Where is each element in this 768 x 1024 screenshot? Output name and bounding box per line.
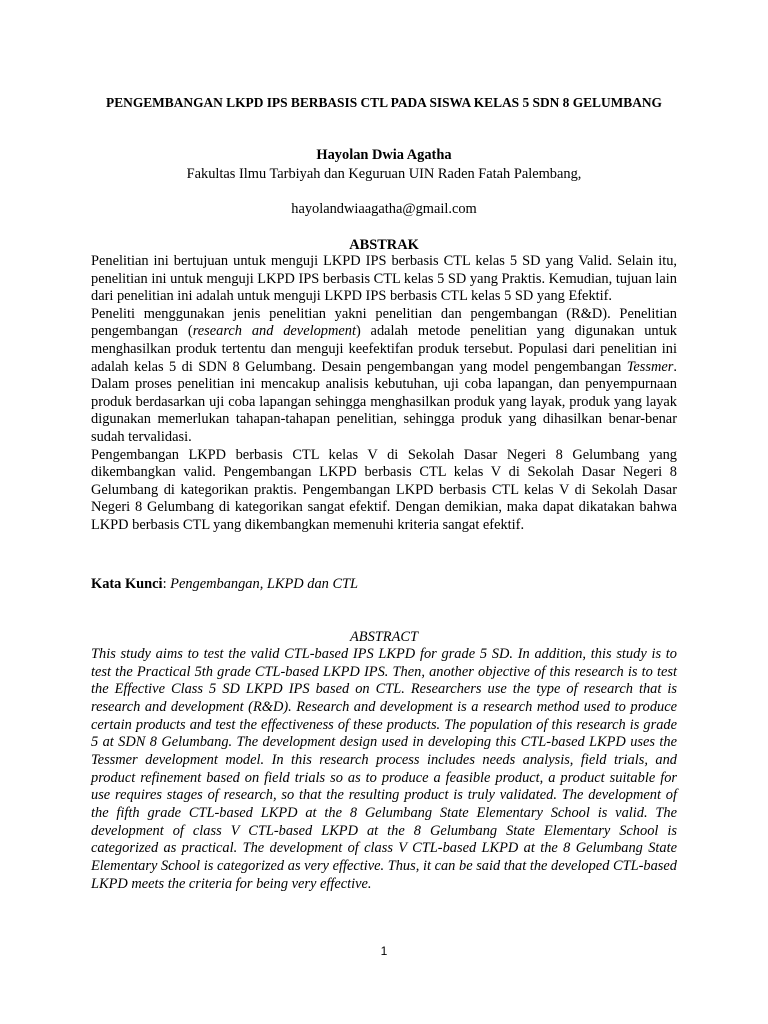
abstrak-body [91,253,677,535]
abstrak-paragraph-2-text-c: . Dalam proses penelitian ini mencakup analisis kebutuhan, uji coba lapangan, dan penyempurnaan produk berdasarkan uji coba lapangan sehingga menghasilkan produk yang layak, produk yang layak digunakan memerlukan tahapan-tahapan penelitian, sehingga produk yang dihasilkan benar-benar sudah tervalidasi. [91,358,677,445]
keywords [91,575,677,593]
abstrak-paragraph-2-text-b: ) adalah metode penelitian yang digunakan untuk menghasilkan produk tertentu dan menguji keefektifan produk tersebut. Populasi dari penelitian ini adalah kelas 5 di SDN 8 Gelumbang. Desain pengembangan yang model pengembangan [91,323,677,375]
abstrak-paragraph-2-italic-a: research and development [192,323,356,340]
paper-title: PENGEMBANGAN LKPD IPS BERBASIS CTL PADA SISWA KELAS 5 SDN 8 GELUMBANG [106,95,662,110]
page-number: 1 [380,944,388,958]
abstrak-paragraph-2-text-a: Peneliti menggunakan jenis penelitian yakni penelitian dan pengembangan (R&D). Penelitian pengembangan ( [91,305,677,340]
abstract-heading: ABSTRACT [350,629,418,645]
abstrak-paragraph-2 [91,306,677,447]
author-email: hayolandwiaagatha@gmail.com [291,201,477,217]
abstrak-paragraph-2-italic-b: Tessmer [626,358,674,375]
keywords-separator: : [162,576,171,592]
abstrak-heading: ABSTRAK [349,237,419,253]
keywords-value: Pengembangan, LKPD dan CTL [170,576,359,592]
keywords-label: Kata Kunci [91,576,163,592]
author-affiliation: Fakultas Ilmu Tarbiyah dan Keguruan UIN Raden Fatah Palembang, [186,166,582,182]
abstrak-paragraph-3: Pengembangan LKPD berbasis CTL kelas V di Sekolah Dasar Negeri 8 Gelumbang yang dikembangkan valid. Pengembangan LKPD berbasis CTL kelas V di Sekolah Dasar Negeri 8 Gelumbang di kategorikan praktis. Pengembangan LKPD berbasis CTL kelas V di Sekolah Dasar Negeri 8 Gelumbang di kategorikan sangat efektif. Dengan demikian, maka dapat dikatakan bahwa LKPD berbasis CTL yang dikembangkan memenuhi kriteria sangat efektif. [91,446,677,533]
abstract-paragraph: This study aims to test the valid CTL-based IPS LKPD for grade 5 SD. In addition, this study is to test the Practical 5th grade CTL-based LKPD IPS. Then, another objective of this research is to test the Effective Class 5 SD LKPD IPS based on CTL. Researchers use the type of research that is research and development (R&D). Research and development is a research method used to produce certain products and test the effectiveness of these products. The population of this research is grade 5 at SDN 8 Gelumbang. The development design used in developing this CTL-based LKPD uses the Tessmer development model. In this research process includes needs analysis, field trials, and product refinement based on field trials so as to produce a feasible product, a product suitable for use requires stages of research, so that the resulting product is truly validated. The development of the fifth grade CTL-based LKPD at the 8 Gelumbang State Elementary School is valid. The development of class V CTL-based LKPD at the 8 Gelumbang State Elementary School is categorized as practical. The development of class V CTL-based LKPD at the 8 Gelumbang State Elementary School is categorized as very effective. Thus, it can be said that the developed CTL-based LKPD meets the criteria for being very effective. [91,646,677,892]
abstract-body [91,646,677,893]
abstrak-paragraph-1: Penelitian ini bertujuan untuk menguji LKPD IPS berbasis CTL kelas 5 SD yang Valid. Selain itu, penelitian ini untuk menguji LKPD IPS berbasis CTL kelas 5 SD yang Praktis. Kemudian, tujuan lain dari penelitian ini adalah untuk menguji LKPD IPS berbasis CTL kelas 5 SD yang Efektif. [91,253,677,305]
author-name: Hayolan Dwia Agatha [316,147,452,163]
